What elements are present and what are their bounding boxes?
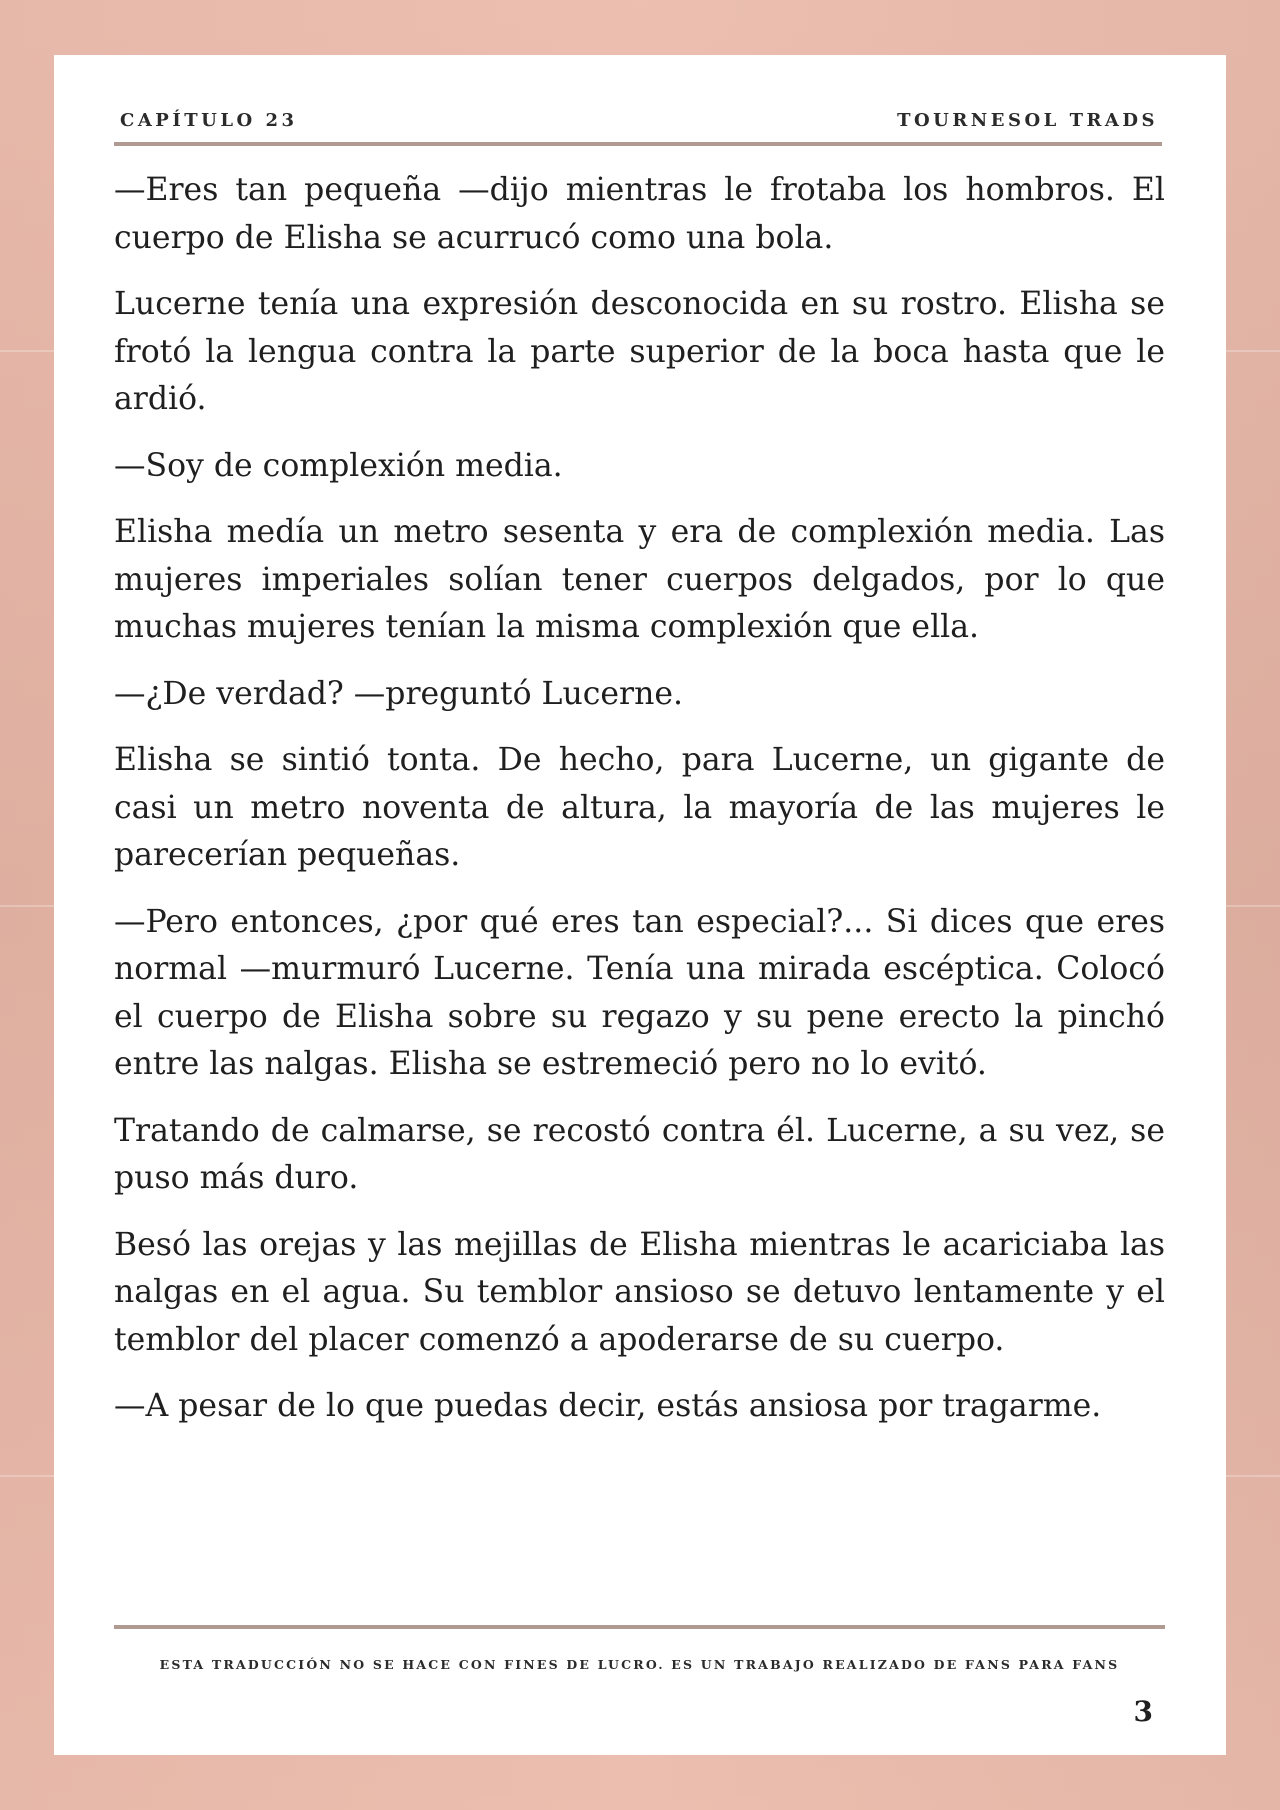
translator-group-label: TOURNESOL TRADS xyxy=(897,109,1158,131)
paragraph: Elisha se sintió tonta. De hecho, para Lucerne, un gigante de casi un metro noventa de altura, la mayoría de las mujeres le parecerían pequeñas. xyxy=(114,742,1165,873)
footer-divider xyxy=(114,1625,1165,1629)
paragraph: —Soy de complexión media. xyxy=(114,447,563,484)
header-divider xyxy=(114,142,1162,146)
paragraph: —Pero entonces, ¿por qué eres tan especial?... Si dices que eres normal —murmuró Lucerne. Tenía una mirada escéptica. Colocó el cuerpo de Elisha sobre su regazo y su pene erecto la pinchó entre las nalgas. Elisha se estremeció pero no lo evitó. xyxy=(114,903,1165,1082)
paragraph: —Eres tan pequeña —dijo mientras le frotaba los hombros. El cuerpo de Elisha se acurrucó como una bola. xyxy=(114,172,1165,256)
document-page xyxy=(54,55,1226,1755)
chapter-label: CAPÍTULO 23 xyxy=(120,109,298,131)
paragraph: Besó las orejas y las mejillas de Elisha mientras le acariciaba las nalgas en el agua. Su temblor ansioso se detuvo lentamente y el temblor del placer comenzó a apoderarse de su cuerpo. xyxy=(114,1226,1165,1358)
paragraph: Tratando de calmarse, se recostó contra él. Lucerne, a su vez, se puso más duro. xyxy=(114,1112,1165,1196)
paragraph: —¿De verdad? —preguntó Lucerne. xyxy=(114,675,684,712)
paragraph: —A pesar de lo que puedas decir, estás ansiosa por tragarme. xyxy=(114,1388,1102,1424)
paragraph: Elisha medía un metro sesenta y era de complexión media. Las mujeres imperiales solían tener cuerpos delgados, por lo que muchas mujeres tenían la misma complexión que ella. xyxy=(114,514,1165,645)
paragraph: Lucerne tenía una expresión desconocida en su rostro. Elisha se frotó la lengua contra la parte superior de la boca hasta que le ardió. xyxy=(114,286,1165,417)
page-number: 3 xyxy=(1133,1695,1153,1728)
page-header xyxy=(120,105,1158,135)
chapter-body xyxy=(114,167,1165,1450)
footer-disclaimer: ESTA TRADUCCIÓN NO SE HACE CON FINES DE LUCRO. ES UN TRABAJO REALIZADO DE FANS PARA FANS xyxy=(159,1657,1120,1672)
